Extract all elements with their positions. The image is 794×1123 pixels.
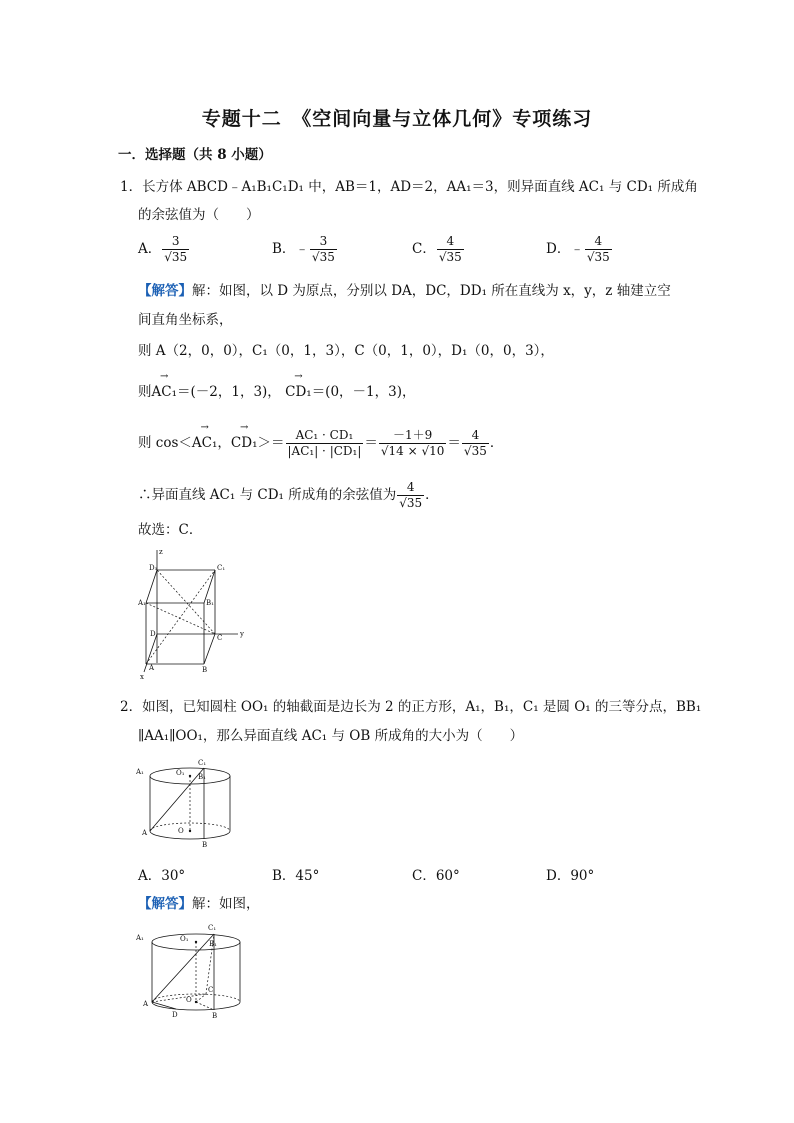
- fig-label-C: C: [208, 986, 214, 994]
- fig-label-C1: C₁: [208, 924, 217, 932]
- fig-label-y: y: [240, 630, 244, 638]
- fig-label-A1: A₁: [136, 934, 144, 942]
- q1-vectors: 则→ AC₁＝(－2，1，3)， → CD₁＝(0，－1，3)，: [138, 383, 416, 401]
- fig-label-D: D: [172, 1011, 178, 1019]
- q1-stem-line2: 的余弦值为（ ）: [138, 207, 260, 223]
- q2-stem-line1: 2．如图，已知圆柱 OO₁ 的轴截面是边长为 2 的正方形，A₁，B₁，C₁ 是圆 O₁ 的三等分点，BB₁: [120, 699, 702, 715]
- q2-cylinder-figure: [136, 757, 236, 849]
- fig-label-O: O: [186, 996, 192, 1004]
- fig-label-A: A: [149, 664, 155, 672]
- fig-label-B1: B₁: [209, 940, 217, 948]
- q1-conclusion: ∴异面直线 AC₁ 与 CD₁ 所成角的余弦值为 $\frac{4}{√35}$ ．: [138, 480, 439, 510]
- fig-label-x: x: [140, 673, 144, 681]
- q1-option-c: C． $\frac{4}{√35}$: [412, 234, 462, 264]
- q1-solution-line2: 间直角坐标系，: [138, 312, 233, 328]
- q2-option-d: D．90°: [546, 868, 595, 884]
- fig-label-C: C: [217, 634, 223, 642]
- q2-stem-line2: ∥AA₁∥OO₁，那么异面直线 AC₁ 与 OB 所成角的大小为（ ）: [138, 728, 524, 744]
- q2-option-b: B．45°: [272, 868, 320, 884]
- fig-label-B1: B₁: [206, 599, 214, 607]
- answer-tag: 【解答】: [138, 896, 192, 912]
- q2-solution-figure: [136, 922, 248, 1020]
- q1-choice: 故选：C．: [138, 522, 203, 538]
- fig-label-C1: C₁: [217, 564, 226, 572]
- fig-label-B: B: [212, 1012, 218, 1020]
- q1-option-b: B．﹣ $\frac{3}{√35}$: [272, 234, 335, 264]
- fig-label-A1: A₁: [138, 599, 146, 607]
- fig-label-A1: A₁: [136, 768, 144, 776]
- q2-solution-line1: 【解答】解：如图，: [138, 896, 260, 912]
- fig-label-B: B: [202, 666, 208, 674]
- fig-label-A: A: [143, 1000, 149, 1008]
- fig-label-O1: O₁: [180, 935, 189, 943]
- q1-stem-line1: 1．长方体 ABCD﹣A₁B₁C₁D₁ 中，AB＝1，AD＝2，AA₁＝3，则异面直线 AC₁ 与 CD₁ 所成角: [120, 179, 698, 195]
- fig-label-O: O: [178, 827, 184, 835]
- q1-option-d: D．﹣ $\frac{4}{√35}$: [546, 234, 610, 264]
- q1-option-a: A． $\frac{3}{√35}$: [138, 234, 188, 264]
- section-heading: 一．选择题（共 8 小题）: [118, 147, 272, 163]
- page-title: 专题十二 《空间向量与立体几何》专项练习: [201, 108, 593, 130]
- answer-tag: 【解答】: [138, 283, 192, 299]
- fig-label-D: D: [150, 630, 156, 638]
- fig-label-C1: C₁: [198, 759, 207, 767]
- q1-solution-line1: 【解答】解：如图，以 D 为原点，分别以 DA，DC，DD₁ 所在直线为 x，y，z 轴建立空: [138, 283, 671, 299]
- q1-coordinates: 则 A（2，0，0），C₁（0，1，3），C（0，1，0），D₁（0，0，3），: [138, 343, 554, 359]
- fig-label-D1: D₁: [149, 564, 158, 572]
- q1-cos-formula: 则 cos＜→ AC₁，→ CD₁＞＝ $\frac{\text{AC₁ · CD₁}}{\text{|AC₁| · |CD₁|}}$ ＝ $\frac{-1+9}{√14 \times √10}$ ＝ $\frac{4}{√35}$ ．: [138, 428, 503, 459]
- q2-option-a: A．30°: [138, 868, 186, 884]
- q2-option-c: C．60°: [412, 868, 460, 884]
- fig-label-B: B: [202, 841, 208, 849]
- fig-label-B1: B₁: [198, 773, 206, 781]
- fig-label-A: A: [142, 829, 148, 837]
- fig-label-O1: O₁: [176, 769, 185, 777]
- q1-cuboid-figure: [138, 548, 248, 682]
- fig-label-z: z: [159, 548, 163, 556]
